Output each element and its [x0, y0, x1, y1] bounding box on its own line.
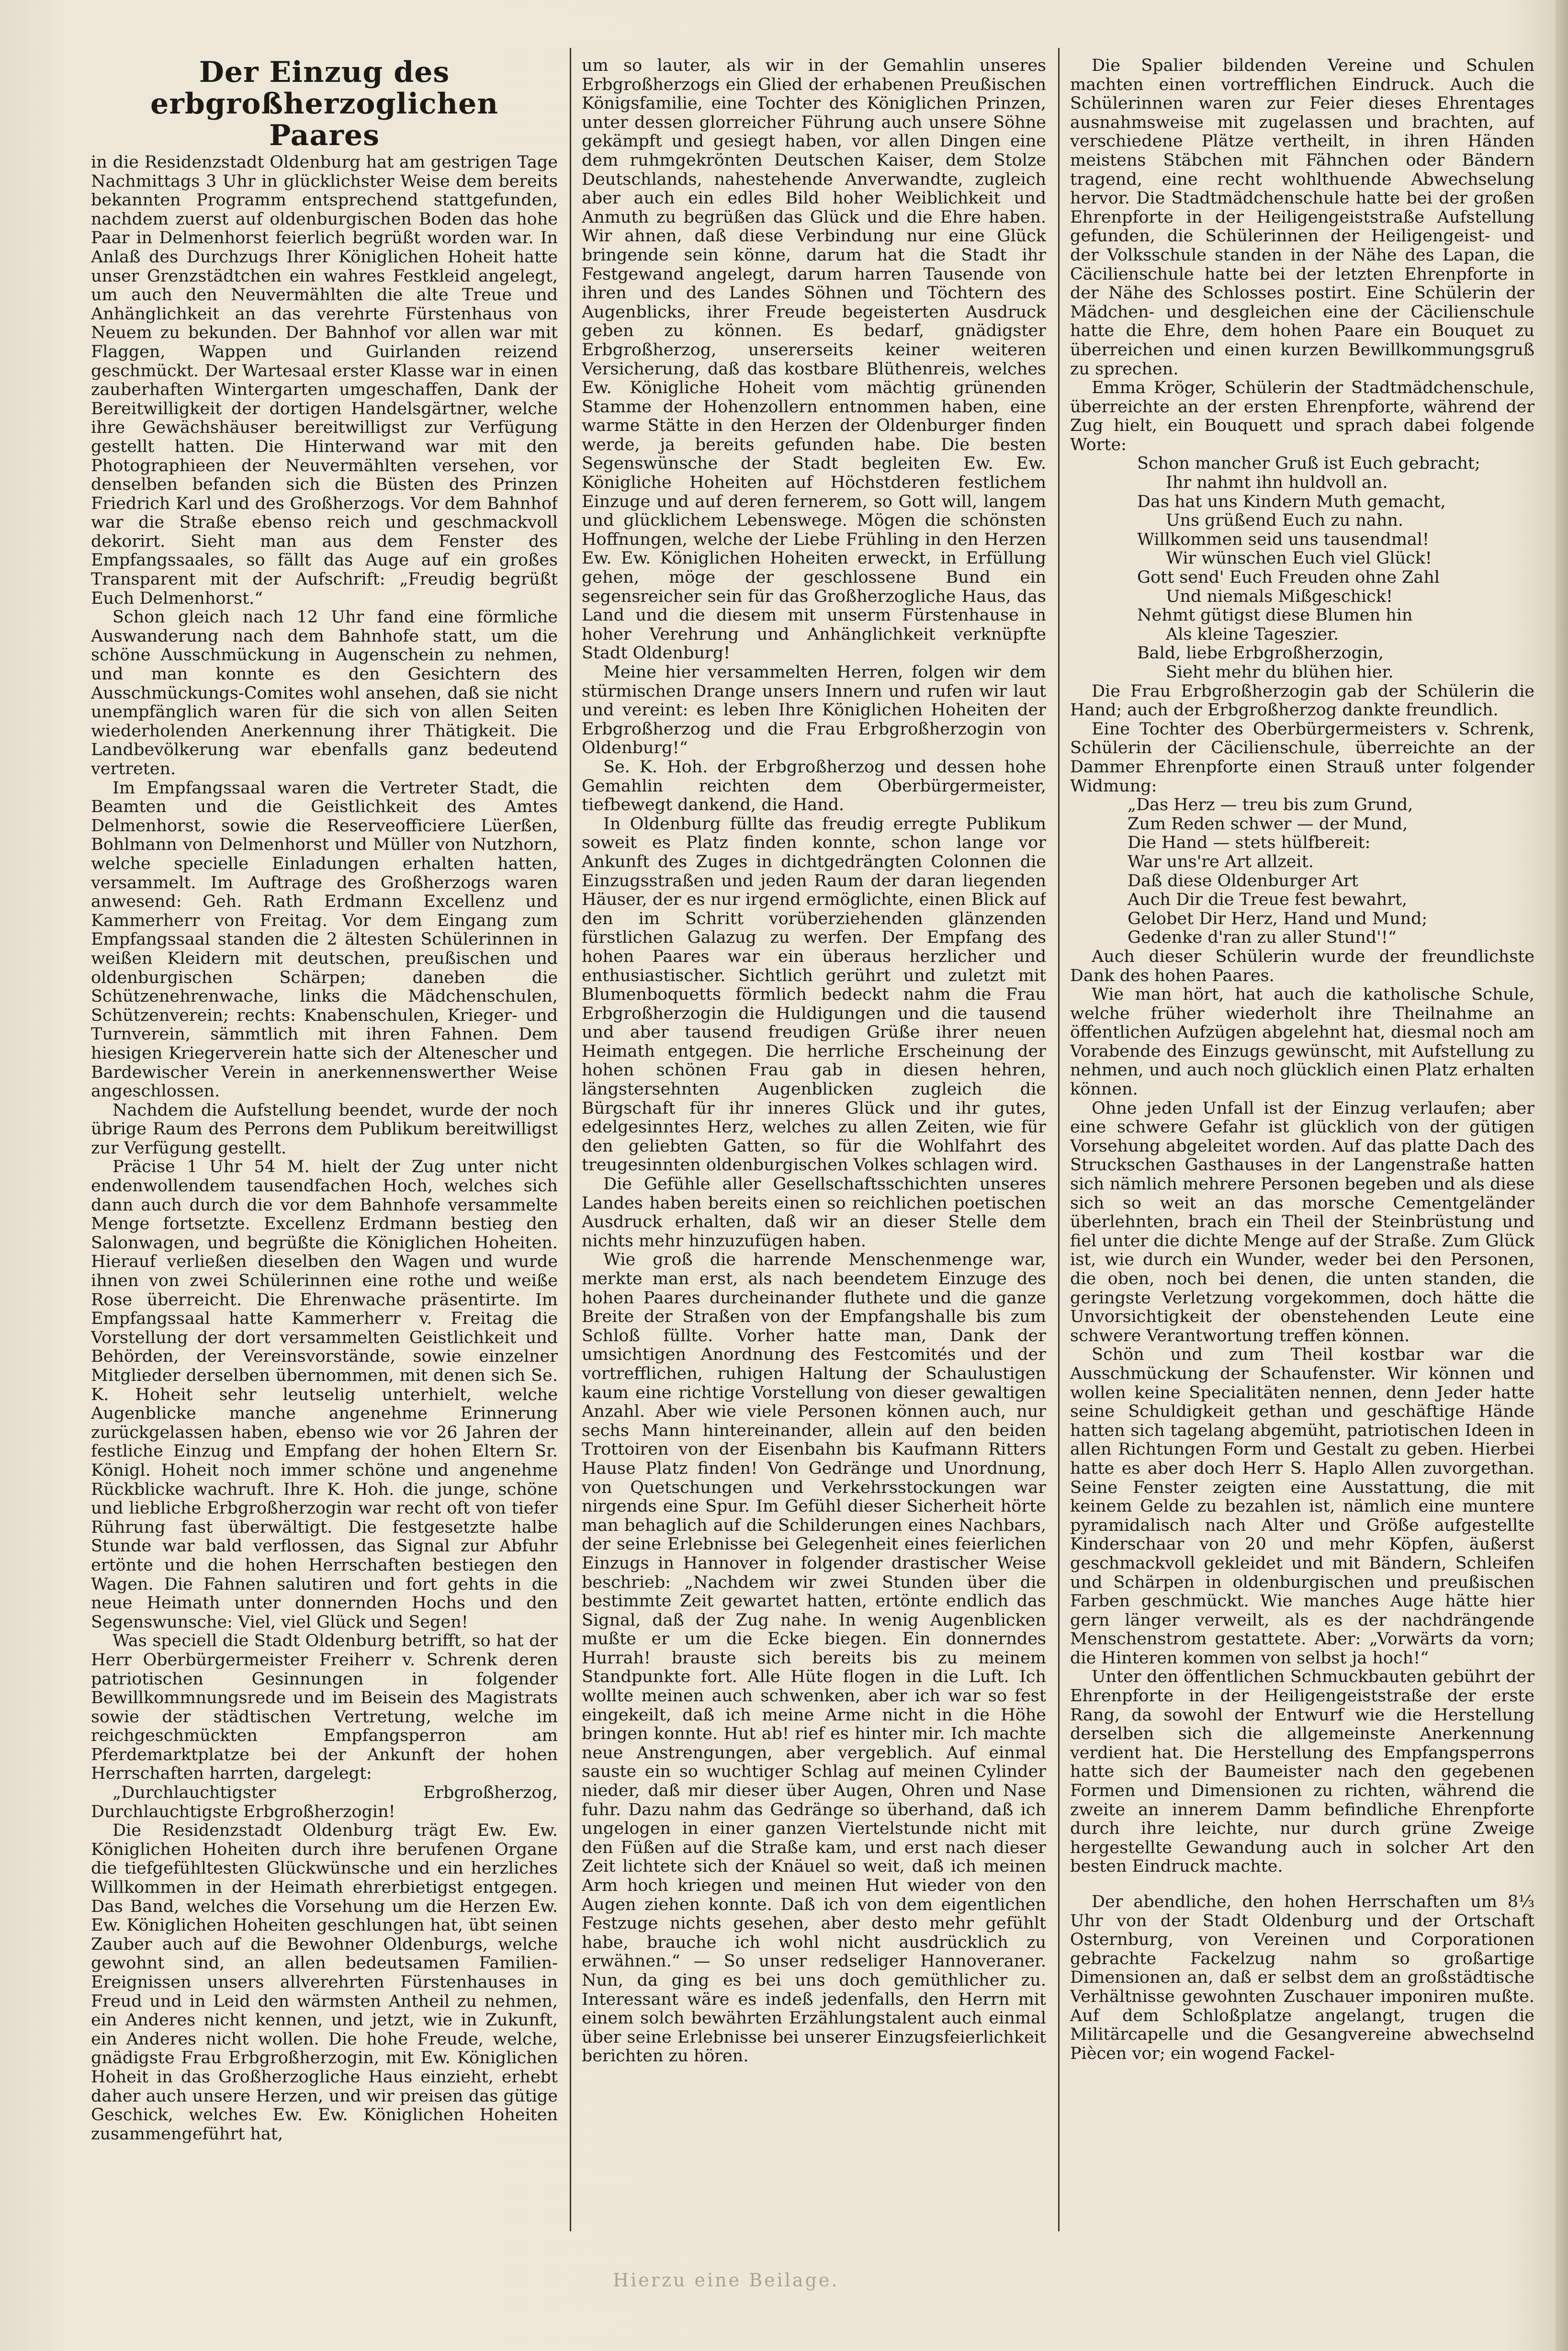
poem-line: Das hat uns Kindern Muth gemacht, [1137, 492, 1446, 511]
poem-line: Gedenke d'ran zu aller Stund'!“ [1128, 928, 1397, 948]
poem-line: Auch Dir die Treue fest bewahrt, [1128, 890, 1408, 910]
column-1 [91, 57, 558, 2236]
paragraph: Im Empfangssaal waren die Vertreter Stadt, die Beamten und die Geistlichkeit des Amtes Delmenhorst, sowie die Reserveofficiere Lüerßen, Bohlmann von Delmenhorst und Müller von Nutzhorn, welche specielle Einladungen erhalten hatten, versammelt. Im Auftrage des Großherzogs waren anwesend: Geh. Rath Erdmann Excellenz und Kammerherr von Freitag. Vor dem Eingang zum Empfangssaal standen die 2 ältesten Schülerinnen in weißen Kleidern mit deutschen, preußischen und oldenburgischen Schärpen; daneben die Schützenehrenwache, links die Mädchenschulen, Schützenverein; rechts: Knabenschulen, Krieger- und Turnverein, sämmtlich mit ihren Fahnen. Dem hiesigen Kriegerverein hatte sich der Altenescher und Bardewischer Verein in anerkennenswerther Weise angeschlossen. [91, 778, 558, 1101]
paragraph: Der abendliche, den hohen Herrschaften um 8⅓ Uhr von der Stadt Oldenburg und der Ortschaft Osternburg, von Vereinen und Corporationen gebrachte Fackelzug nahm so großartige Dimensionen an, daß er selbst dem an großstädtische Verhältnisse gewohnten Zuschauer imponiren mußte. Auf dem Schloßplatze angelangt, trugen die Militärcapelle und die Gesangvereine abwechselnd Piècen vor; ein wogend Fackel- [1070, 1892, 1534, 2063]
paragraph: Se. K. Hoh. der Erbgroßherzog und dessen hohe Gemahlin reichten dem Oberbürgermeister, tiefbewegt dankend, die Hand. [582, 757, 1046, 815]
poem-line: Uns grüßend Euch zu nahn. [1166, 511, 1404, 531]
paragraph: Nachdem die Aufstellung beendet, wurde der noch übrige Raum des Perrons dem Publikum bereitwilligst zur Verfügung gestellt. [91, 1100, 558, 1158]
paragraph: Meine hier versammelten Herren, folgen wir dem stürmischen Drange unsers Innern und rufen wir laut und vereint: es leben Ihre Königlichen Hoheiten der Erbgroßherzog und die Frau Erbgroßherzogin von Oldenburg!“ [582, 663, 1046, 758]
poem-line: Nehmt gütigst diese Blumen hin [1137, 606, 1413, 625]
paragraph: Auch dieser Schülerin wurde der freundlichste Dank des hohen Paares. [1070, 947, 1534, 985]
poem-line: Bald, liebe Erbgroßherzogin, [1137, 644, 1384, 663]
page-edge [1556, 0, 1568, 2351]
paragraph: in die Residenzstadt Oldenburg hat am gestrigen Tage Nachmittags 3 Uhr in glücklichster Weise dem bereits bekannten Programm entsprechend stattgefunden, nachdem zuerst auf oldenburgischen Boden das hohe Paar in Delmenhorst feierlich begrüßt worden war. In Anlaß des Durchzugs Ihrer Königlichen Hoheit hatte unser Grenzstädtchen ein wahres Festkleid angelegt, um auch den Neuvermählten die alte Treue und Anhänglichkeit an das verehrte Fürstenhaus von Neuem zu bekunden. Der Bahnhof vor allen war mit Flaggen, Wappen und Guirlanden reizend geschmückt. Der Wartesaal erster Klasse war in einen zauberhaften Wintergarten umgeschaffen, Dank der Bereitwilligkeit der dortigen Handelsgärtner, welche ihre Gewächshäuser bereitwilligst zur Verfügung gestellt hatten. Die Hinterwand war mit den Photographieen der Neuvermählten versehen, vor denselben befanden sich die Büsten des Prinzen Friedrich Karl und des Großherzogs. Vor dem Bahnhof war die Straße ebenso reich und geschmackvoll dekorirt. Sieht man aus dem Fenster des Empfangssaales, so fällt das Auge auf ein großes Transparent mit der Aufschrift: „Freudig begrüßt Euch Delmenhorst.“ [91, 153, 558, 608]
poem-line: Gott send' Euch Freuden ohne Zahl [1137, 568, 1440, 588]
paragraph: Die Frau Erbgroßherzogin gab der Schülerin die Hand; auch der Erbgroßherzog dankte freundlich. [1070, 681, 1534, 720]
supplement-note: Hierzu eine Beilage. [613, 2270, 839, 2291]
poem-line: Ihr nahmt ihn huldvoll an. [1166, 473, 1388, 493]
poem-1 [1070, 454, 1534, 682]
poem-line: Willkommen seid uns tausendmal! [1137, 530, 1429, 549]
paragraph: In Oldenburg füllte das freudig erregte Publikum soweit es Platz finden konnte, schon lange vor Ankunft des Zuges in dichtgedrängten Colonnen die Einzugsstraßen und jeden Raum der daran liegenden Häuser, der es nur irgend ermöglichte, einen Blick auf den im Schritt vorüberziehenden glänzenden fürstlichen Galazug zu werfen. Der Empfang des hohen Paares war ein überaus herzlicher und enthusiastischer. Sichtlich gerührt und zuletzt mit Blumenboquetts förmlich bedeckt nahm die Frau Erbgroßherzogin die Huldigungen und die tausend und aber tausend freudigen Grüße ihrer neuen Heimath entgegen. Die herrliche Erscheinung der hohen schönen Frau gab in diesen hehren, längstersehnten Augenblicken zugleich die Bürgschaft für ihr inneres Glück und ihr gutes, edelgesinntes Herz, welches zu allen Zeiten, wie für den geliebten Gatten, so für die Wohlfahrt des treugesinnten oldenburgischen Volkes schlagen wird. [582, 814, 1046, 1175]
column-rule-left [570, 48, 571, 2231]
column-rule-right [1058, 48, 1060, 2231]
column-2 [582, 57, 1046, 2236]
poem-line: Und niemals Mißgeschick! [1166, 587, 1393, 606]
poem-line: Daß diese Oldenburger Art [1128, 871, 1358, 891]
paragraph: Die Gefühle aller Gesellschaftsschichten unseres Landes haben bereits einen so reichlichen poetischen Ausdruck erhalten, daß wir an dieser Stelle dem nichts mehr hinzuzufügen haben. [582, 1175, 1046, 1251]
poem-line: Wir wünschen Euch viel Glück! [1166, 549, 1432, 568]
article-headline: Der Einzug des erbgroßherzoglichen Paares [150, 57, 498, 152]
poem-line: Die Hand — stets hülfbereit: [1128, 833, 1371, 853]
paragraph: Unter den öffentlichen Schmuckbauten gebührt der Ehrenpforte in der Heiligengeiststraße der erste Rang, da sowohl der Entwurf wie die Herstellung derselben sich die allgemeinste Anerkennung verdient hat. Die Herstellung des Empfangsperrons hatte sich der Baumeister nach den gegebenen Formen und Dimensionen zu richten, während die zweite an innerem Damm befindliche Ehrenpforte durch ihre leichte, nur durch grüne Zweige hergestellte Gewandung auch in solcher Art den besten Eindruck machte. [1070, 1667, 1534, 1876]
poem-2 [1070, 796, 1534, 948]
poem-line: Gelobet Dir Herz, Hand und Mund; [1128, 909, 1428, 928]
paragraph: Präcise 1 Uhr 54 M. hielt der Zug unter nicht endenwollendem tausendfachen Hoch, welches sich dann auch durch die vor dem Bahnhofe versammelte Menge fortsetzte. Excellenz Erdmann bestieg den Salonwagen, und begrüßte die Königlichen Hoheiten. Hierauf verließen dieselben den Wagen und wurde ihnen von zwei Schülerinnen eine rothe und weiße Rose überreicht. Die Ehrenwache präsentirte. Im Empfangssaal hatte Kammerherr v. Freitag die Vorstellung der dort versammelten Geistlichkeit und Behörden, der Vereinsvorstände, sowie einzelner Mitglieder derselben übernommen, mit denen sich Se. K. Hoheit sehr leutselig unterhielt, welche Augenblicke manche angenehme Erinnerung zurückgelassen haben, ebenso wie vor 26 Jahren der festliche Einzug und Empfang der hohen Eltern Sr. Königl. Hoheit noch immer schöne und angenehme Rückblicke wachruft. Ihre K. Hoh. die junge, schöne und liebliche Erbgroßherzogin war recht oft von tiefer Rührung fast überwältigt. Die festgesetzte halbe Stunde war bald verflossen, das Signal zur Abfuhr ertönte und die hohen Herrschaften bestiegen den Wagen. Die Fahnen salutiren und fort gehts in die neue Heimath unter donnernden Hochs und den Segenswunsche: Viel, viel Glück und Segen! [91, 1157, 558, 1632]
poem-line: „Das Herz — treu bis zum Grund, [1128, 795, 1413, 815]
paragraph: Die Residenzstadt Oldenburg trägt Ew. Ew. Königlichen Hoheiten durch ihre berufenen Organe die tiefgefühltesten Glückwünsche und ein herzliches Willkommen in der Heimath ehrerbietigst entgegen. Das Band, welches die Vorsehung um die Herzen Ew. Ew. Königlichen Hoheiten geschlungen hat, übt seinen Zauber auch auf die Bewohner Oldenburgs, welche gewohnt sind, an allen bedeutsamen Familien-Ereignissen unsers allverehrten Fürstenhauses in Freud und in Leid den wärmsten Antheil zu nehmen, ein Anderes nicht kennen, und jetzt, wie in Zukunft, ein Anderes nicht wollen. Die hohe Freude, welche, gnädigste Frau Erbgroßherzogin, mit Ew. Königlichen Hoheit in das Großherzogliche Haus einzieht, erhebt daher auch unsere Herzen, und wir preisen das gütige Geschick, welches Ew. Ew. Königlichen Hoheiten zusammengeführt hat, [91, 1821, 558, 2144]
poem-line: Schon mancher Gruß ist Euch gebracht; [1137, 454, 1480, 474]
paragraph: Wie groß die harrende Menschenmenge war, merkte man erst, als nach beendetem Einzuge des hohen Paares durcheinander fluthete und die ganze Breite der Straßen von der Empfangshalle bis zum Schloß füllte. Vorher hatte man, Dank der umsichtigen Anordnung des Festcomités und der vortrefflichen, ruhigen Haltung der Schaulustigen kaum eine richtige Vorstellung von dieser gewaltigen Anzahl. Aber wie viele Personen können auch, nur sechs Mann hintereinander, allein auf den beiden Trottoiren von der Eisenbahn bis Kaufmann Ritters Hause Platz finden! Von Gedränge und Unordnung, von Quetschungen und Verkehrsstockungen war nirgends eine Spur. Im Gefühl dieser Sicherheit hörte man behaglich auf die Schilderungen eines Nachbars, der seine Erlebnisse bei Gelegenheit eines feierlichen Einzugs in Hannover in folgender drastischer Weise beschrieb: „Nachdem wir zwei Stunden über die bestimmte Zeit gewartet hatten, ertönte endlich das Signal, daß der Zug nahe. In wenig Augenblicken mußte er um die Ecke biegen. Ein donnerndes Hurrah! brauste sich bereits bis zu meinem Standpunkte fort. Alle Hüte flogen in die Luft. Ich wollte meinen auch schwenken, aber ich war so fest eingekeilt, daß ich meine Arme nicht in die Höhe bringen konnte. Hut ab! rief es hinter mir. Ich machte neue Anstrengungen, aber vergeblich. Auf einmal sauste ein so wuchtiger Schlag auf meinen Cylinder nieder, daß mir dieser über Augen, Ohren und Nase fuhr. Dazu nahm das Gedränge so überhand, daß ich ungelogen in einer ganzen Viertelstunde nicht mit den Füßen auf die Straße kam, und erst nach dieser Zeit lichtete sich der Knäuel so weit, daß ich meinen Arm hoch kriegen und meinen Hut wieder von den Augen ziehen konnte. Daß ich von dem eigentlichen Festzuge nichts gesehen, aber desto mehr gefühlt habe, brauche ich wohl nicht ausdrücklich zu erwähnen.“ — So unser redseliger Hannoveraner. Nun, da ging es bei uns doch gemüthlicher zu. Interessant wäre es indeß jedenfalls, den Herrn mit einem solch bewährten Erzählungstalent auch einmal über seine Erlebnisse bei unserer Einzugsfeierlichkeit berichten zu hören. [582, 1250, 1046, 2066]
paragraph: Schon gleich nach 12 Uhr fand eine förmliche Auswanderung nach dem Bahnhofe statt, um die schöne Ausschmückung in Augenschein zu nehmen, und man konnte es den Gesichtern des Ausschmückungs-Comites wohl ansehen, daß sie nicht unempfänglich waren für die sich von allen Seiten wiederholenden Anerkennung ihrer Thätigkeit. Die Landbevölkerung war ebenfalls ganz bedeutend vertreten. [91, 608, 558, 779]
poem-line: Zum Reden schwer — der Mund, [1128, 814, 1408, 834]
spacer [1070, 1876, 1534, 1893]
poem-line: War uns're Art allzeit. [1128, 852, 1314, 871]
column-3 [1070, 57, 1534, 2236]
poem-line: Als kleine Tageszier. [1166, 624, 1339, 644]
paragraph: um so lauter, als wir in der Gemahlin unseres Erbgroßherzogs ein Glied der erhabenen Preußischen Königsfamilie, eine Tochter des Königlichen Prinzen, unter dessen glorreicher Führung auch unsere Söhne gekämpft und gesiegt haben, vor allen Dingen eine dem ruhmgekrönten Deutschen Kaiser, dem Stolze Deutschlands, nahestehende Anverwandte, zugleich aber auch ein edles Bild hoher Weiblichkeit und Anmuth zu begrüßen das Glück und die Ehre haben. Wir ahnen, daß diese Verbindung nur eine Glück bringende sein könne, darum hat die Stadt ihr Festgewand angelegt, darum harren Tausende von ihren und des Landes Söhnen und Töchtern des Augenblicks, ihrer Freude begeisterten Ausdruck geben zu können. Es bedarf, gnädigster Erbgroßherzog, unsererseits keiner weiteren Versicherung, daß das kostbare Blüthenreis, welches Ew. Königliche Hoheit vom mächtig grünenden Stamme der Hohenzollern entnommen haben, eine warme Stätte in den Herzen der Oldenburger finden werde, ja bereits gefunden habe. Die besten Segenswünsche der Stadt begleiten Ew. Ew. Königliche Hoheiten auf Höchstderen festlichem Einzuge und auf deren fernerem, so Gott will, langem und glücklichem Lebenswege. Mögen die schönsten Hoffnungen, welche der Liebe Frühling in den Herzen Ew. Ew. Königlichen Hoheiten erweckt, in Erfüllung gehen, möge der geschlossene Bund ein segensreicher sein für das Großherzogliche Haus, das Land und die diesem mit unserm Fürstenhause in hoher Verehrung und Anhänglichkeit verknüpfte Stadt Oldenburg! [582, 57, 1046, 663]
paragraph: Die Spalier bildenden Vereine und Schulen machten einen vortrefflichen Eindruck. Auch die Schülerinnen waren zur Feier dieses Ehrentages ausnahmsweise mit zugelassen und brachten, auf verschiedene Plätze vertheilt, in ihren Händen meistens Stäbchen mit Fähnchen oder Bändern tragend, eine recht wohlthuende Abwechselung hervor. Die Stadtmädchenschule hatte bei der großen Ehrenpforte in der Heiligengeiststraße Aufstellung gefunden, die Schülerinnen der Heiligengeist- und der Volksschule standen in der Nähe des Lapan, die Cäcilienschule hatte bei der letzten Ehrenpforte in der Nähe des Schlosses postirt. Eine Schülerin der Mädchen- und desgleichen eine der Cäcilienschule hatte die Ehre, dem hohen Paare ein Bouquet zu überreichen und einen kurzen Bewillkommungsgruß zu sprechen. [1070, 57, 1534, 379]
paragraph: Schön und zum Theil kostbar war die Ausschmückung der Schaufenster. Wir können und wollen keine Specialitäten nennen, denn Jeder hatte seine Schuldigkeit gethan und geschäftige Hände hatten sich tagelang abgemüht, patriotischen Ideen in allen Richtungen Form und Gestalt zu geben. Hierbei hatte es aber doch Herr S. Haplo Allen zuvorgethan. Seine Fenster zeigten eine Ausstattung, die mit keinem Gelde zu bezahlen ist, nämlich eine muntere pyramidalisch nach Alter und Größe aufgestellte Kinderschaar von 20 und mehr Köpfen, äußerst geschmackvoll gekleidet und mit Bändern, Schleifen und Schärpen in oldenburgischen und preußischen Farben geschmückt. Wie manches Auge hätte hier gern länger verweilt, als es der nachdrängende Menschenstrom gestattete. Aber: „Vorwärts da vorn; die Hinteren kommen von selbst ja hoch!“ [1070, 1345, 1534, 1668]
paragraph: „Durchlauchtigster Erbgroßherzog, Durchlauchtigste Erbgroßherzogin! [91, 1783, 558, 1821]
paragraph: Was speciell die Stadt Oldenburg betrifft, so hat der Herr Oberbürgermeister Freiherr v. Schrenk deren patriotischen Gesinnungen in folgender Bewillkommnungsrede und im Beisein des Magistrats sowie der städtischen Vertretung, welche im reichgeschmückten Empfangsperron am Pferdemarktplatze bei der Ankunft der hohen Herrschaften harrten, dargelegt: [91, 1631, 558, 1784]
paragraph: Eine Tochter des Oberbürgermeisters v. Schrenk, Schülerin der Cäcilienschule, überreichte an der Dammer Ehrenpforte einen Strauß unter folgender Widmung: [1070, 719, 1534, 796]
paragraph: Ohne jeden Unfall ist der Einzug verlaufen; aber eine schwere Gefahr ist glücklich von der gütigen Vorsehung abgeleitet worden. Auf das platte Dach des Struckschen Gasthauses in der Langenstraße hatten sich nämlich mehrere Personen begeben und als diese sich so weit an das morsche Cementgeländer überlehnten, brach ein Theil der Steinbrüstung und fiel unter die dichte Menge auf der Straße. Zum Glück ist, wie durch ein Wunder, weder bei den Personen, die oben, noch bei denen, die unten standen, die geringste Verletzung vorgekommen, doch hätte die Unvorsichtigkeit der obenstehenden Leute eine schwere Verantwortung treffen können. [1070, 1098, 1534, 1345]
paragraph: Wie man hört, hat auch die katholische Schule, welche früher wiederholt ihre Theilnahme an öffentlichen Aufzügen abgelehnt hat, diesmal noch am Vorabende des Einzugs gewünscht, mit Aufstellung zu nehmen, und auch noch glücklich einen Platz erhalten können. [1070, 985, 1534, 1099]
poem-line: Sieht mehr du blühen hier. [1166, 663, 1394, 682]
paragraph: Emma Kröger, Schülerin der Stadtmädchenschule, überreichte an der ersten Ehrenpforte, während der Zug hielt, ein Bouquett und sprach dabei folgende Worte: [1070, 378, 1534, 454]
